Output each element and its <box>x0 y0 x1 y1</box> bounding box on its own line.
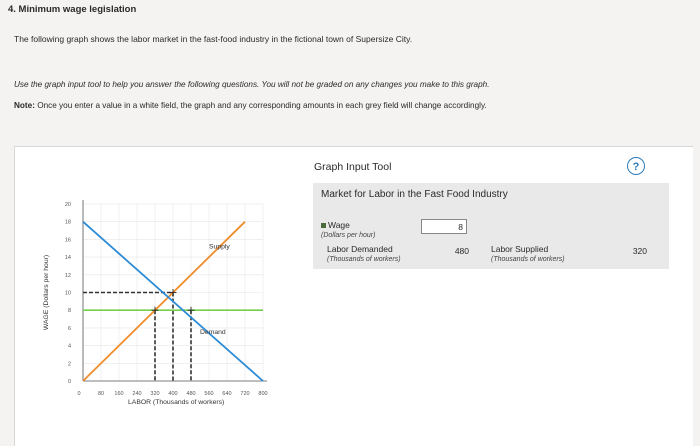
market-title: Market for Labor in the Fast Food Industry <box>321 189 508 200</box>
wage-bullet-icon <box>321 223 326 228</box>
y-axis-label: WAGE (Dollars per hour) <box>43 254 50 331</box>
labor-demanded-value: 480 <box>454 246 469 256</box>
note-body: Once you enter a value in a white field, the graph and any corresponding amounts in each grey field will change accordingly. <box>34 101 487 110</box>
y-tick-label: 8 <box>67 308 71 315</box>
demand-label: Demand <box>200 329 226 337</box>
x-tick-label: 320 <box>150 391 160 397</box>
labor-market-chart[interactable] <box>15 147 305 446</box>
x-tick-label: 560 <box>204 391 214 397</box>
x-tick-label: 0 <box>77 391 81 397</box>
note-text <box>14 101 487 110</box>
page-title: 4. Minimum wage legislation <box>8 4 137 15</box>
y-tick-label: 4 <box>67 343 71 350</box>
wage-label: Wage <box>328 220 350 230</box>
y-tick-label: 20 <box>64 202 71 208</box>
y-tick-label: 6 <box>67 325 71 332</box>
wage-label-group <box>321 221 375 240</box>
x-tick-label: 240 <box>132 391 142 397</box>
intro-text: The following graph shows the labor market in the fast-food industry in the fictional town of Supersize City. <box>14 34 413 44</box>
y-tick-label: 12 <box>64 272 71 279</box>
labor-supplied-group <box>491 245 571 264</box>
graph-panel <box>14 146 693 446</box>
y-tick-label: 0 <box>67 379 71 385</box>
x-axis-label: LABOR (Thousands of workers) <box>128 399 225 406</box>
instruction-text: Use the graph input tool to help you answer the following questions. You will not be graded on any changes you make to this graph. <box>14 80 490 89</box>
labor-demanded-unit: (Thousands of workers) <box>327 256 401 263</box>
x-tick-label: 800 <box>258 391 268 397</box>
labor-demanded-group <box>327 245 407 264</box>
labor-demanded-label: Labor Demanded <box>327 244 393 254</box>
wage-unit: (Dollars per hour) <box>321 232 376 239</box>
y-tick-label: 16 <box>64 237 71 244</box>
graph-input-tool-title: Graph Input Tool <box>314 161 392 173</box>
y-tick-label: 10 <box>64 290 71 297</box>
x-tick-label: 480 <box>186 391 196 397</box>
x-tick-label: 80 <box>97 391 105 397</box>
y-tick-label: 2 <box>67 361 71 368</box>
help-icon[interactable]: ? <box>627 157 645 175</box>
y-tick-label: 18 <box>64 219 71 226</box>
x-tick-label: 160 <box>114 391 124 397</box>
x-tick-label: 400 <box>168 391 178 397</box>
wage-input[interactable]: 8 <box>421 219 467 234</box>
x-tick-label: 720 <box>240 391 250 397</box>
labor-supplied-value: 320 <box>632 246 647 256</box>
note-label: Note: <box>14 101 35 110</box>
labor-supplied-label: Labor Supplied <box>491 244 549 254</box>
x-tick-label: 640 <box>222 391 232 397</box>
graph-input-tool-box <box>313 183 669 269</box>
supply-label: Supply <box>209 243 230 251</box>
labor-supplied-unit: (Thousands of workers) <box>491 256 565 263</box>
y-tick-label: 14 <box>64 255 71 262</box>
